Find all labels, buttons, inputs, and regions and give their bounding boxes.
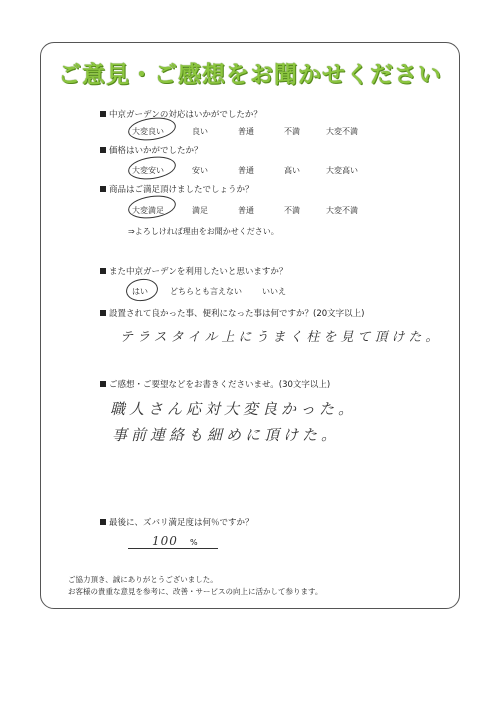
question-reuse-label: また中京ガーデンを利用したいと思いますか？	[109, 267, 288, 277]
impressions-answer-line2: 事前連絡も細めに頂けた。	[112, 426, 341, 444]
square-bullet-icon	[100, 268, 106, 274]
question-satisfaction-label: 最後に、ズバリ満足度は何％ですか？	[109, 518, 254, 528]
question-equipment-label: 設置されて良かった事、便利になった事は何ですか？(20文字以上)	[109, 309, 365, 319]
equipment-answer: テラスタイル上にうまく柱を見て頂けた。	[120, 330, 443, 345]
question-product	[100, 183, 254, 195]
impressions-answer-line1: 職人さん応対大変良かった。	[110, 400, 358, 418]
option-service-very-dissatisfied[interactable]: 大変不満	[326, 127, 358, 136]
satisfaction-underline	[128, 548, 218, 549]
footer-thanks: ご協力頂き、誠にありがとうございました。	[68, 575, 218, 584]
option-price-very-expensive[interactable]: 大変高い	[326, 166, 358, 175]
question-service	[100, 108, 262, 120]
option-reuse-neither[interactable]: どちらとも言えない	[170, 287, 242, 296]
satisfaction-value: 100	[152, 534, 178, 548]
question-price-label: 価格はいかがでしたか？	[109, 146, 203, 156]
square-bullet-icon	[100, 381, 106, 387]
option-price-normal[interactable]: 普通	[238, 166, 254, 175]
option-price-expensive[interactable]: 高い	[284, 166, 300, 175]
option-product-very-satisfied[interactable]: 大変満足	[132, 206, 164, 215]
option-product-satisfied[interactable]: 満足	[192, 206, 208, 215]
option-product-very-dissatisfied[interactable]: 大変不満	[326, 206, 358, 215]
square-bullet-icon	[100, 519, 106, 525]
question-satisfaction	[100, 516, 254, 528]
option-product-normal[interactable]: 普通	[238, 206, 254, 215]
question-impressions-label: ご感想・ご要望などをお書きくださいませ。(30文字以上)	[109, 380, 331, 390]
option-product-dissatisfied[interactable]: 不満	[284, 206, 300, 215]
option-service-dissatisfied[interactable]: 不満	[284, 127, 300, 136]
square-bullet-icon	[100, 111, 106, 117]
option-reuse-yes[interactable]: はい	[132, 287, 148, 296]
question-product-label: 商品はご満足頂けましたでしょうか？	[109, 185, 254, 195]
question-service-label: 中京ガーデンの対応はいかがでしたか？	[109, 110, 262, 120]
option-reuse-no[interactable]: いいえ	[262, 287, 286, 296]
option-service-normal[interactable]: 普通	[238, 127, 254, 136]
square-bullet-icon	[100, 147, 106, 153]
question-price	[100, 144, 203, 156]
square-bullet-icon	[100, 310, 106, 316]
option-service-good[interactable]: 良い	[192, 127, 208, 136]
option-price-very-cheap[interactable]: 大変安い	[132, 166, 164, 175]
satisfaction-unit: %	[190, 538, 198, 547]
option-service-very-good[interactable]: 大変良い	[132, 127, 164, 136]
footer-note: お客様の貴重な意見を参考に、改善・サービスの向上に活かして参ります。	[68, 587, 323, 596]
square-bullet-icon	[100, 186, 106, 192]
question-impressions	[100, 378, 330, 390]
question-equipment	[100, 307, 364, 319]
reason-note: ⇒よろしければ理由をお聞かせください。	[128, 227, 279, 236]
survey-title: ご意見・ご感想をお聞かせください	[58, 62, 442, 88]
question-reuse	[100, 265, 287, 277]
option-price-cheap[interactable]: 安い	[192, 166, 208, 175]
